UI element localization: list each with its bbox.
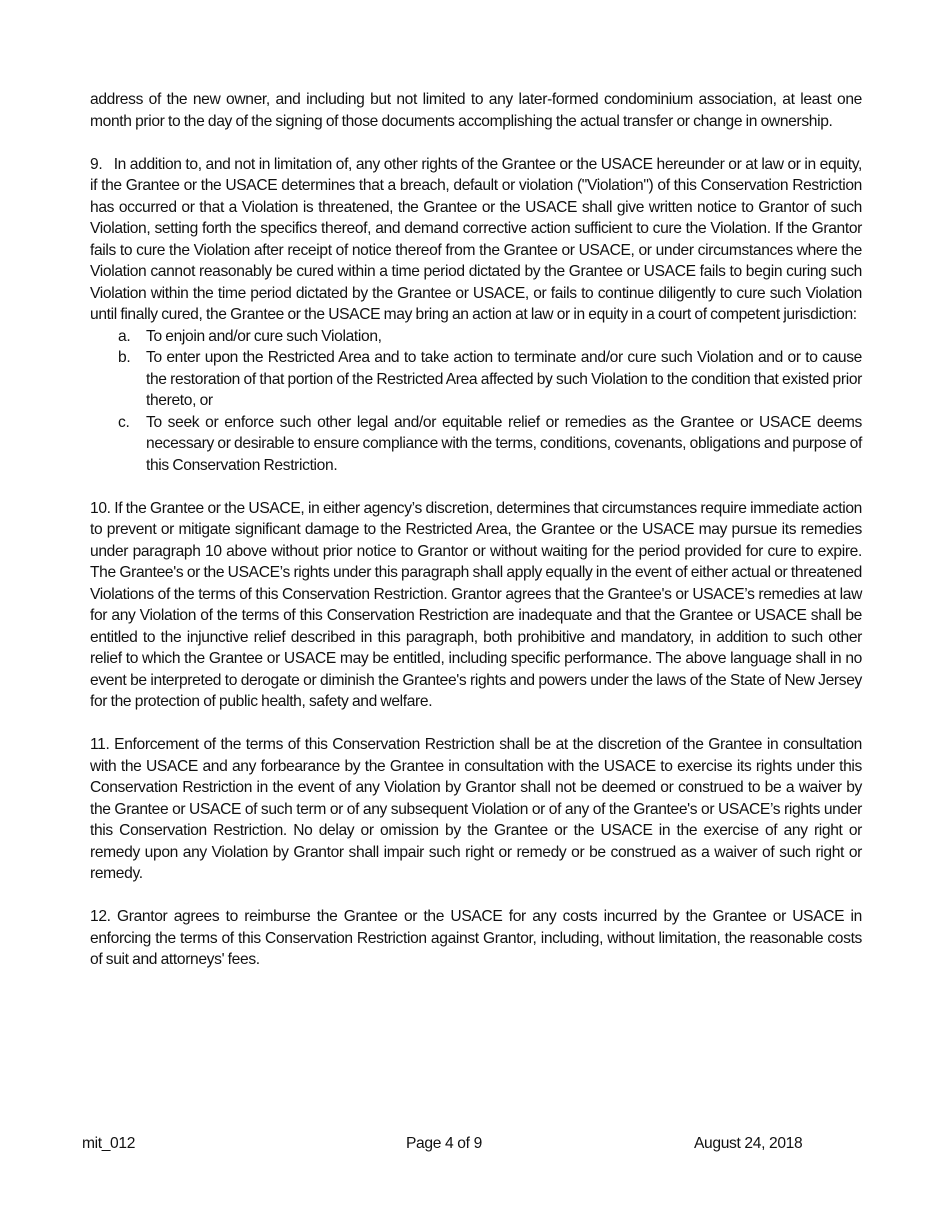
paragraph-9: 9. In addition to, and not in limitation of, any other rights of the Grantee or the USACE hereunder or at law or in equity, if the Grantee or the USACE determines that a breach, default or violation ("Violation") of this Conservation Restriction has occurred or that a Violation is threatened, the Grantee or the USACE shall give written notice to Grantor of such Violation, setting forth the specifics thereof, and demand corrective action sufficient to cure the Violation. If the Grantor fails to cure the Violation after receipt of notice thereof from the Grantee or USACE, or under circumstances where the Violation cannot reasonably be cured within a time period dictated by the Grantee or USACE fails to begin curing such Violation within the time period dictated by the Grantee or USACE, or fails to continue diligently to cure such Violation until finally cured, the Grantee or the USACE may bring an action at law or in equity in a court of competent jurisdiction: xyxy=(90,155,862,323)
list-item-text: To seek or enforce such other legal and/or equitable relief or remedies as the Grantee or USACE deems necessary or desirable to ensure compliance with the terms, conditions, covenants, obligations and purpose of this Conservation Restriction. xyxy=(146,413,862,474)
paragraph-11: 11. Enforcement of the terms of this Conservation Restriction shall be at the discretion of the Grantee in consultation with the USACE and any forbearance by the Grantee in consultation with the USACE to exercise its rights under this Conservation Restriction in the event of any Violation by Grantor shall not be deemed or construed to be a waiver by the Grantee or USACE of such term or of any subsequent Violation or of any of the Grantee's or USACE’s rights under this Conservation Restriction. No delay or omission by the Grantee or the USACE in the exercise of any right or remedy upon any Violation by Grantor shall impair such right or remedy or be construed as a waiver of such right or remedy. xyxy=(90,736,862,882)
list-item-text: To enjoin and/or cure such Violation, xyxy=(146,327,382,345)
list-item-text: To enter upon the Restricted Area and to take action to terminate and/or cure such Violation and or to cause the restoration of that portion of the Restricted Area affected by such Violation to the condition that existed prior thereto, or xyxy=(146,349,862,409)
list-item xyxy=(90,412,862,477)
page-footer xyxy=(0,1135,950,1157)
paragraph-continuation: address of the new owner, and including but not limited to any later-formed condominium association, at least one month prior to the day of the signing of those documents accomplishing the actual transfer or change in ownership. xyxy=(90,91,862,130)
document-body xyxy=(90,89,862,992)
paragraph-10: 10. If the Grantee or the USACE, in either agency’s discretion, determines that circumstances require immediate action to prevent or mitigate significant damage to the Restricted Area, the Grantee or the USACE may pursue its remedies under paragraph 10 above without prior notice to Grantor or without waiting for the period provided for cure to expire. The Grantee's or the USACE’s rights under this paragraph shall apply equally in the event of either actual or threatened Violations of the terms of this Conservation Restriction. Grantor agrees that the Grantee's or USACE’s remedies at law for any Violation of the terms of this Conservation Restriction are inadequate and that the Grantee or USACE shall be entitled to the injunctive relief described in this paragraph, both prohibitive and mandatory, in addition to such other relief to which the Grantee or USACE may be entitled, including specific performance. The above language shall in no event be interpreted to derogate or diminish the Grantee's rights and powers under the laws of the State of New Jersey for the protection of public health, safety and welfare. xyxy=(90,499,862,710)
list-marker: a. xyxy=(118,327,131,345)
paragraph-9-list xyxy=(90,326,862,477)
footer-date: August 24, 2018 xyxy=(694,1135,803,1152)
list-marker: c. xyxy=(118,413,130,431)
footer-page-number: Page 4 of 9 xyxy=(406,1135,482,1152)
list-item xyxy=(90,347,862,412)
footer-doc-id: mit_012 xyxy=(82,1135,136,1152)
paragraph-12: 12. Grantor agrees to reimburse the Grantee or the USACE for any costs incurred by the Grantee or USACE in enforcing the terms of this Conservation Restriction against Grantor, including, without limitation, the reasonable costs of suit and attorneys' fees. xyxy=(90,908,862,968)
list-marker: b. xyxy=(118,349,131,366)
list-item xyxy=(90,326,862,348)
